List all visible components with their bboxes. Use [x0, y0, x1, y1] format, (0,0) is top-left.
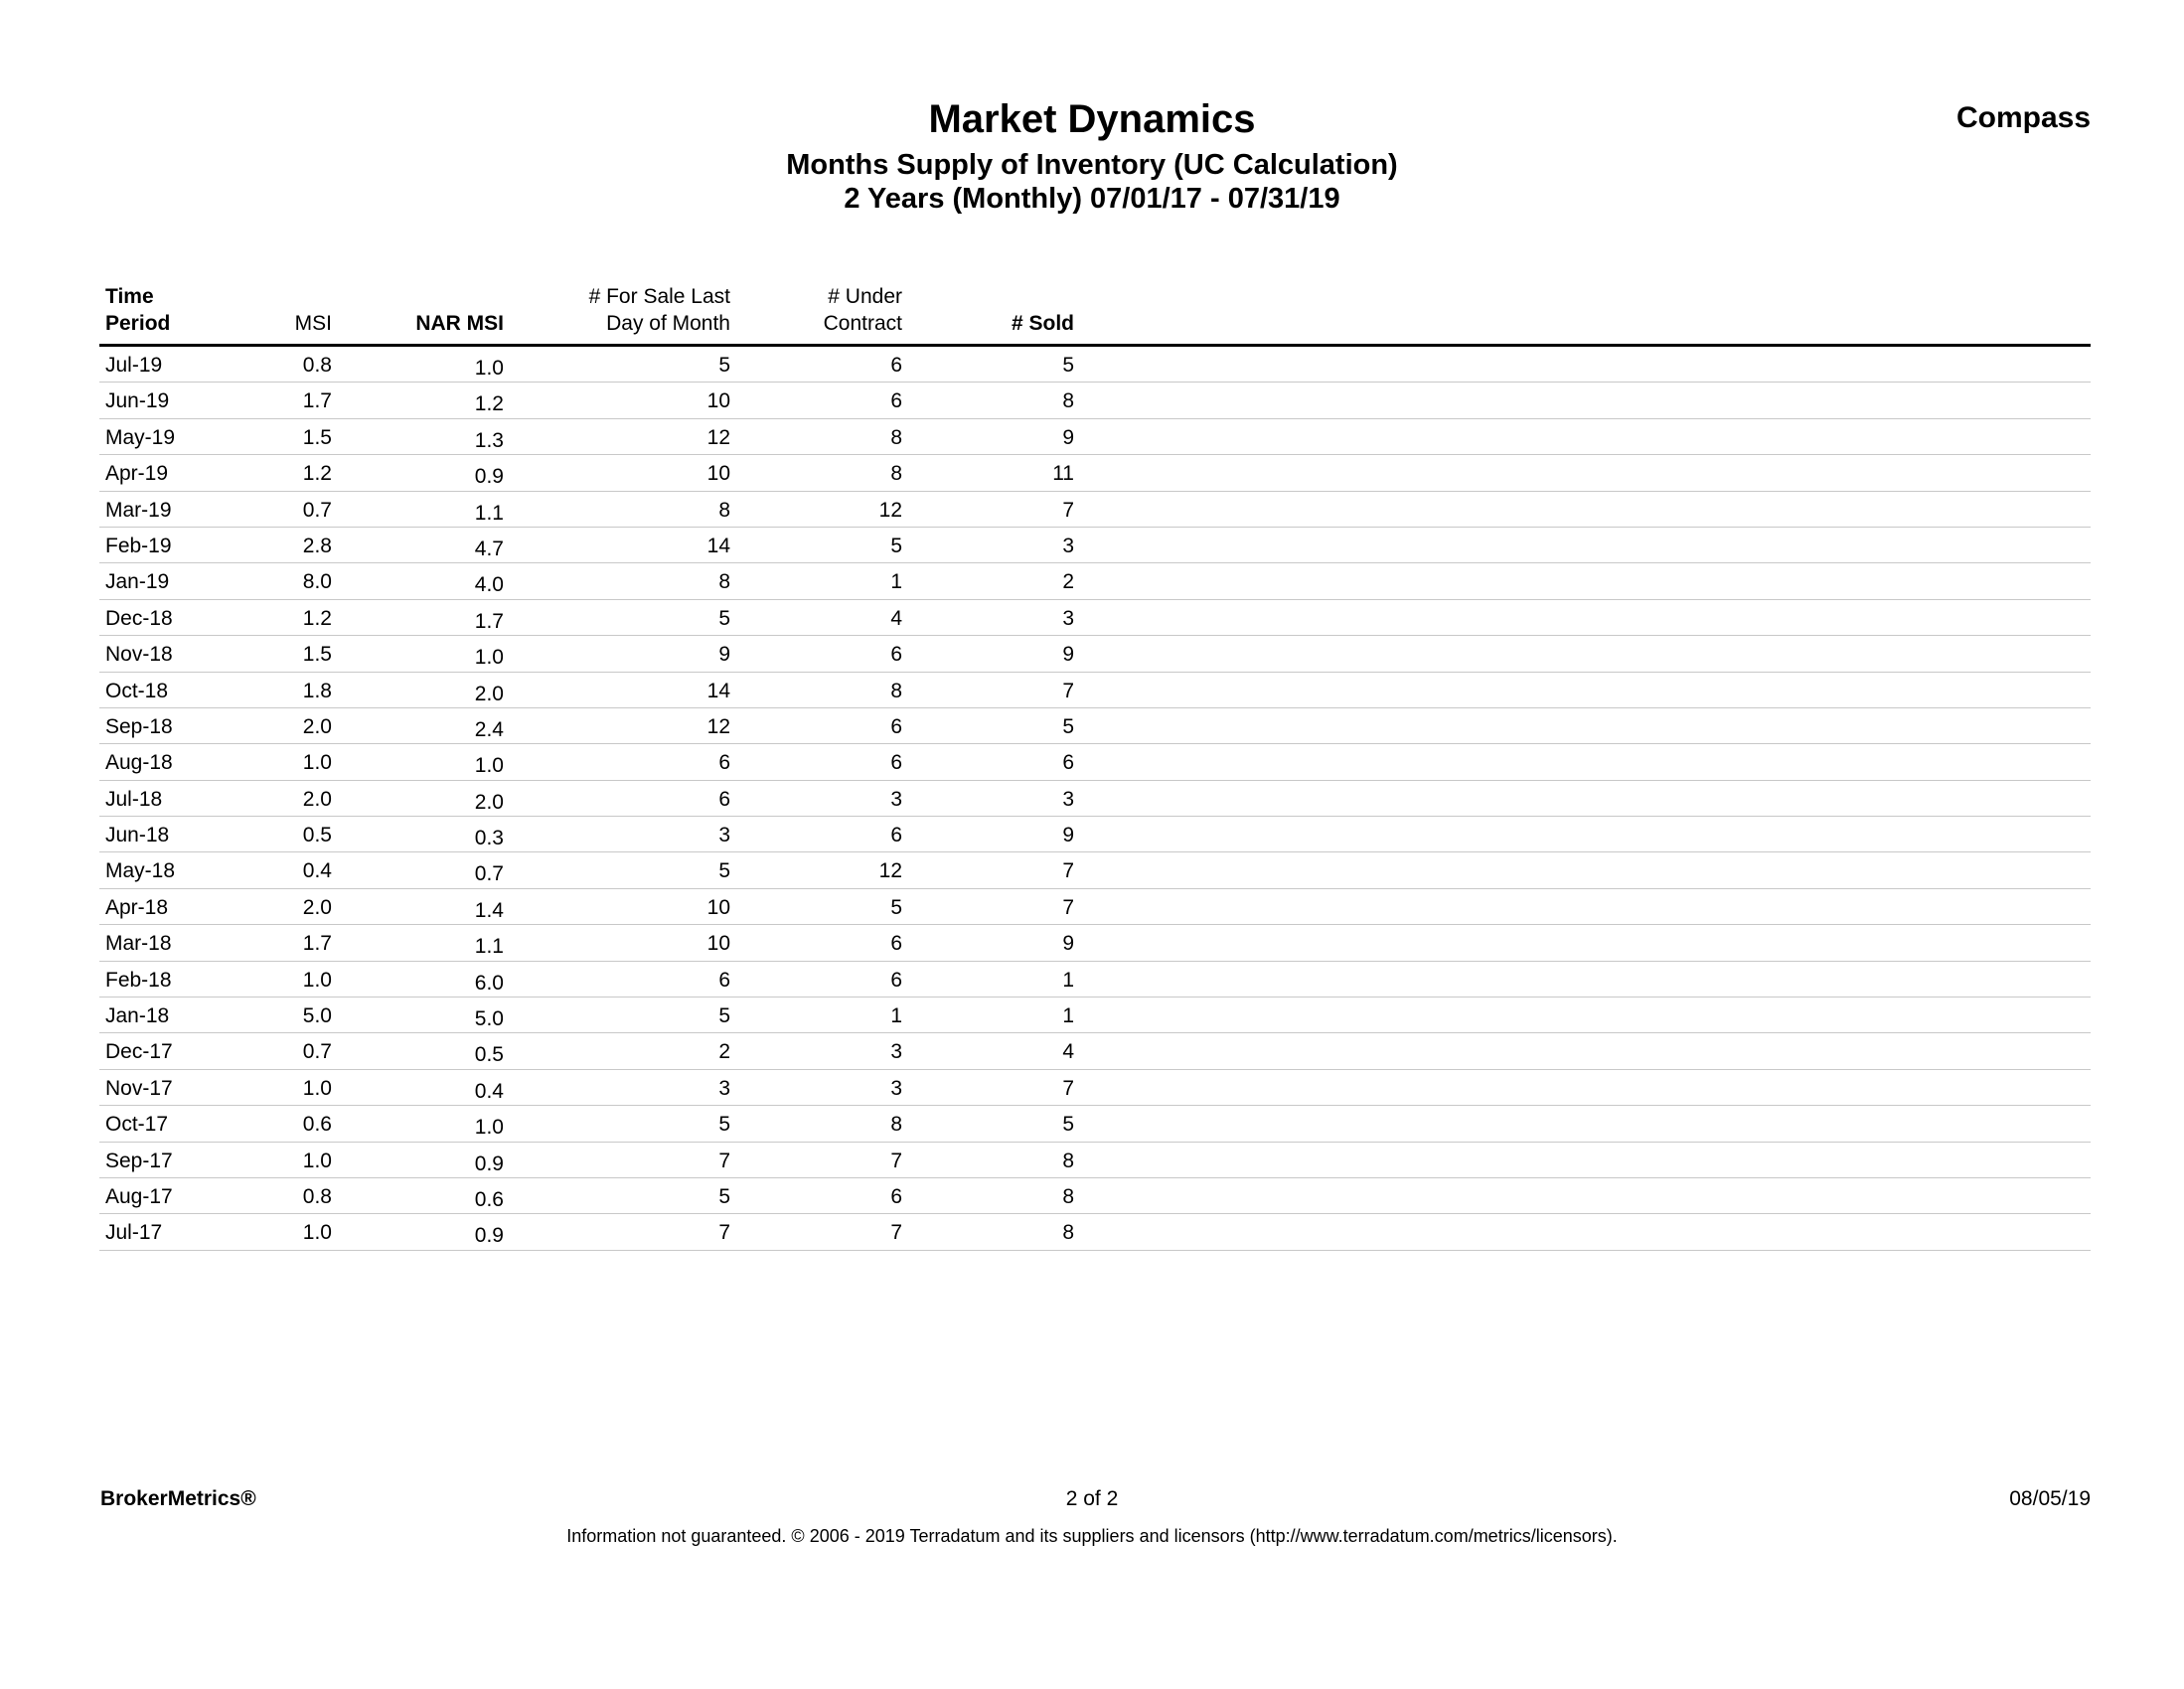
cell-nar-msi: 1.7	[474, 609, 504, 633]
cell-nar-msi: 4.7	[474, 537, 504, 560]
cell-under-contract: 6	[890, 643, 902, 667]
cell-msi: 0.5	[302, 824, 332, 847]
cell-sold: 8	[1062, 1184, 1074, 1208]
cell-sold: 5	[1062, 354, 1074, 377]
col-header-for-sale-line1: # For Sale Last	[588, 285, 730, 308]
cell-for-sale: 8	[718, 570, 730, 594]
col-header-for-sale-line2: Day of Month	[606, 312, 730, 335]
cell-period: Aug-17	[105, 1184, 173, 1208]
cell-msi: 0.4	[302, 859, 332, 883]
cell-msi: 1.5	[302, 425, 332, 449]
cell-sold: 3	[1062, 606, 1074, 630]
cell-under-contract: 8	[890, 679, 902, 702]
cell-for-sale: 7	[718, 1149, 730, 1172]
brand-name: Compass	[1955, 101, 2091, 134]
table-row	[99, 998, 2091, 1033]
cell-msi: 0.8	[302, 1184, 332, 1208]
table-row	[99, 1033, 2091, 1069]
cell-for-sale: 6	[718, 787, 730, 811]
cell-period: Oct-17	[105, 1113, 169, 1137]
cell-nar-msi: 0.9	[474, 1224, 504, 1248]
cell-sold: 2	[1062, 570, 1074, 594]
cell-under-contract: 8	[890, 425, 902, 449]
table-row	[99, 889, 2091, 925]
table-body	[99, 347, 2091, 1251]
cell-period: Mar-18	[105, 932, 172, 956]
cell-sold: 4	[1062, 1040, 1074, 1064]
cell-nar-msi: 6.0	[474, 971, 504, 995]
table-row	[99, 347, 2091, 383]
cell-for-sale: 10	[706, 389, 730, 413]
cell-msi: 0.8	[302, 354, 332, 377]
cell-for-sale: 12	[706, 425, 730, 449]
cell-period: Jan-19	[105, 570, 170, 594]
cell-sold: 6	[1062, 751, 1074, 775]
cell-under-contract: 6	[890, 714, 902, 738]
cell-under-contract: 6	[890, 824, 902, 847]
cell-for-sale: 5	[718, 859, 730, 883]
cell-for-sale: 10	[706, 462, 730, 486]
cell-nar-msi: 1.0	[474, 754, 504, 778]
cell-period: Jun-19	[105, 389, 170, 413]
table-row	[99, 383, 2091, 418]
cell-nar-msi: 0.9	[474, 465, 504, 489]
cell-period: Apr-18	[105, 895, 169, 919]
cell-for-sale: 12	[706, 714, 730, 738]
table-row	[99, 744, 2091, 780]
cell-period: Jan-18	[105, 1004, 170, 1028]
cell-period: Nov-18	[105, 643, 173, 667]
table-row	[99, 1143, 2091, 1178]
cell-msi: 1.0	[302, 968, 332, 992]
cell-msi: 1.0	[302, 1149, 332, 1172]
col-header-nar-msi: NAR MSI	[415, 312, 504, 335]
cell-for-sale: 8	[718, 498, 730, 522]
cell-nar-msi: 0.5	[474, 1043, 504, 1067]
cell-under-contract: 1	[890, 570, 902, 594]
cell-under-contract: 6	[890, 354, 902, 377]
col-header-period-line1: Time	[105, 285, 154, 308]
report-period: 2 Years (Monthly) 07/01/17 - 07/31/19	[844, 183, 1340, 215]
cell-sold: 11	[1052, 462, 1074, 486]
cell-under-contract: 1	[890, 1004, 902, 1028]
cell-under-contract: 3	[890, 787, 902, 811]
cell-nar-msi: 0.7	[474, 862, 504, 886]
cell-period: Aug-18	[105, 751, 173, 775]
cell-period: Feb-18	[105, 968, 172, 992]
cell-for-sale: 3	[718, 824, 730, 847]
cell-under-contract: 8	[890, 462, 902, 486]
cell-period: Jul-17	[105, 1221, 163, 1245]
cell-sold: 7	[1062, 498, 1074, 522]
cell-sold: 8	[1062, 389, 1074, 413]
cell-period: May-18	[105, 859, 176, 883]
cell-under-contract: 12	[878, 859, 902, 883]
cell-under-contract: 6	[890, 1184, 902, 1208]
cell-under-contract: 8	[890, 1113, 902, 1137]
cell-nar-msi: 2.0	[474, 790, 504, 814]
cell-for-sale: 5	[718, 606, 730, 630]
cell-sold: 8	[1062, 1149, 1074, 1172]
col-header-for-sale	[589, 283, 730, 337]
cell-nar-msi: 1.0	[474, 357, 504, 380]
cell-for-sale: 5	[718, 354, 730, 377]
table-row	[99, 673, 2091, 708]
cell-nar-msi: 0.6	[474, 1187, 504, 1211]
cell-msi: 1.0	[302, 1221, 332, 1245]
report-title: Market Dynamics	[928, 97, 1256, 141]
cell-msi: 1.0	[302, 751, 332, 775]
cell-under-contract: 12	[878, 498, 902, 522]
cell-under-contract: 6	[890, 389, 902, 413]
cell-for-sale: 10	[706, 932, 730, 956]
cell-under-contract: 7	[890, 1221, 902, 1245]
col-header-under-contract	[824, 283, 902, 337]
cell-sold: 7	[1062, 895, 1074, 919]
table-row	[99, 419, 2091, 455]
cell-msi: 5.0	[302, 1004, 332, 1028]
cell-for-sale: 14	[706, 534, 730, 557]
cell-period: Apr-19	[105, 462, 169, 486]
cell-sold: 3	[1062, 787, 1074, 811]
cell-msi: 1.2	[302, 606, 332, 630]
cell-for-sale: 9	[718, 643, 730, 667]
col-header-period-line2: Period	[105, 312, 171, 335]
cell-msi: 8.0	[302, 570, 332, 594]
cell-sold: 1	[1062, 1004, 1074, 1028]
table-row	[99, 852, 2091, 888]
cell-nar-msi: 1.3	[474, 428, 504, 452]
footer-date: 08/05/19	[2009, 1487, 2091, 1510]
col-header-msi: MSI	[294, 312, 332, 335]
table-row	[99, 563, 2091, 599]
cell-nar-msi: 2.0	[474, 682, 504, 705]
footer-disclaimer: Information not guaranteed. © 2006 - 2019 Terradatum and its suppliers and licensors (http://www.terradatum.com/metrics/licensors).	[566, 1526, 1618, 1546]
cell-sold: 1	[1062, 968, 1074, 992]
cell-for-sale: 2	[718, 1040, 730, 1064]
cell-nar-msi: 0.4	[474, 1079, 504, 1103]
cell-for-sale: 7	[718, 1221, 730, 1245]
cell-msi: 1.7	[302, 389, 332, 413]
table-row	[99, 528, 2091, 563]
cell-under-contract: 6	[890, 968, 902, 992]
table-row	[99, 925, 2091, 961]
cell-nar-msi: 0.3	[474, 827, 504, 850]
footer-product: BrokerMetrics®	[100, 1487, 256, 1510]
cell-period: Sep-18	[105, 714, 173, 738]
table-row	[99, 492, 2091, 528]
cell-under-contract: 6	[890, 751, 902, 775]
table-row	[99, 1178, 2091, 1214]
cell-under-contract: 6	[890, 932, 902, 956]
cell-for-sale: 5	[718, 1184, 730, 1208]
cell-for-sale: 6	[718, 751, 730, 775]
cell-sold: 9	[1062, 425, 1074, 449]
table-row	[99, 708, 2091, 744]
cell-msi: 1.5	[302, 643, 332, 667]
table-row	[99, 600, 2091, 636]
cell-msi: 2.0	[302, 895, 332, 919]
cell-msi: 1.0	[302, 1076, 332, 1100]
cell-under-contract: 3	[890, 1040, 902, 1064]
cell-nar-msi: 1.0	[474, 1116, 504, 1140]
cell-msi: 0.7	[302, 498, 332, 522]
col-header-under-contract-line2: Contract	[823, 312, 902, 335]
cell-period: Feb-19	[105, 534, 172, 557]
msi-table	[99, 280, 2091, 1251]
table-row	[99, 636, 2091, 672]
col-header-sold: # Sold	[1011, 312, 1074, 335]
cell-under-contract: 7	[890, 1149, 902, 1172]
cell-for-sale: 3	[718, 1076, 730, 1100]
cell-sold: 7	[1062, 1076, 1074, 1100]
cell-nar-msi: 2.4	[474, 717, 504, 741]
cell-msi: 0.7	[302, 1040, 332, 1064]
cell-nar-msi: 1.0	[474, 646, 504, 670]
cell-sold: 9	[1062, 932, 1074, 956]
cell-sold: 3	[1062, 534, 1074, 557]
col-header-under-contract-line1: # Under	[828, 285, 902, 308]
cell-for-sale: 6	[718, 968, 730, 992]
table-row	[99, 781, 2091, 817]
table-row	[99, 962, 2091, 998]
cell-msi: 1.8	[302, 679, 332, 702]
cell-nar-msi: 1.1	[474, 501, 504, 525]
cell-period: Sep-17	[105, 1149, 173, 1172]
cell-for-sale: 14	[706, 679, 730, 702]
cell-sold: 5	[1062, 714, 1074, 738]
cell-period: Jul-19	[105, 354, 163, 377]
cell-nar-msi: 1.2	[474, 392, 504, 416]
col-header-period	[105, 283, 170, 337]
cell-period: Nov-17	[105, 1076, 173, 1100]
cell-sold: 5	[1062, 1113, 1074, 1137]
cell-msi: 2.0	[302, 787, 332, 811]
cell-for-sale: 5	[718, 1113, 730, 1137]
cell-period: Dec-17	[105, 1040, 173, 1064]
cell-period: May-19	[105, 425, 176, 449]
table-row	[99, 1070, 2091, 1106]
cell-nar-msi: 4.0	[474, 573, 504, 597]
cell-msi: 1.2	[302, 462, 332, 486]
cell-under-contract: 4	[890, 606, 902, 630]
cell-period: Jul-18	[105, 787, 163, 811]
cell-sold: 7	[1062, 859, 1074, 883]
cell-sold: 7	[1062, 679, 1074, 702]
cell-for-sale: 10	[706, 895, 730, 919]
table-row	[99, 1106, 2091, 1142]
cell-nar-msi: 1.1	[474, 935, 504, 959]
cell-msi: 2.8	[302, 534, 332, 557]
cell-nar-msi: 1.4	[474, 898, 504, 922]
table-row	[99, 1214, 2091, 1250]
cell-under-contract: 5	[890, 534, 902, 557]
cell-period: Jun-18	[105, 824, 170, 847]
report-subtitle: Months Supply of Inventory (UC Calculation)	[786, 149, 1398, 181]
cell-under-contract: 3	[890, 1076, 902, 1100]
cell-sold: 9	[1062, 643, 1074, 667]
cell-msi: 0.6	[302, 1113, 332, 1137]
table-row	[99, 455, 2091, 491]
cell-msi: 1.7	[302, 932, 332, 956]
cell-under-contract: 5	[890, 895, 902, 919]
cell-period: Mar-19	[105, 498, 172, 522]
cell-sold: 8	[1062, 1221, 1074, 1245]
table-row	[99, 817, 2091, 852]
cell-nar-msi: 0.9	[474, 1152, 504, 1175]
footer-page-number: 2 of 2	[1065, 1487, 1119, 1510]
cell-msi: 2.0	[302, 714, 332, 738]
cell-period: Dec-18	[105, 606, 173, 630]
cell-nar-msi: 5.0	[474, 1007, 504, 1031]
cell-for-sale: 5	[718, 1004, 730, 1028]
cell-sold: 9	[1062, 824, 1074, 847]
table-header	[99, 280, 2091, 347]
cell-period: Oct-18	[105, 679, 169, 702]
